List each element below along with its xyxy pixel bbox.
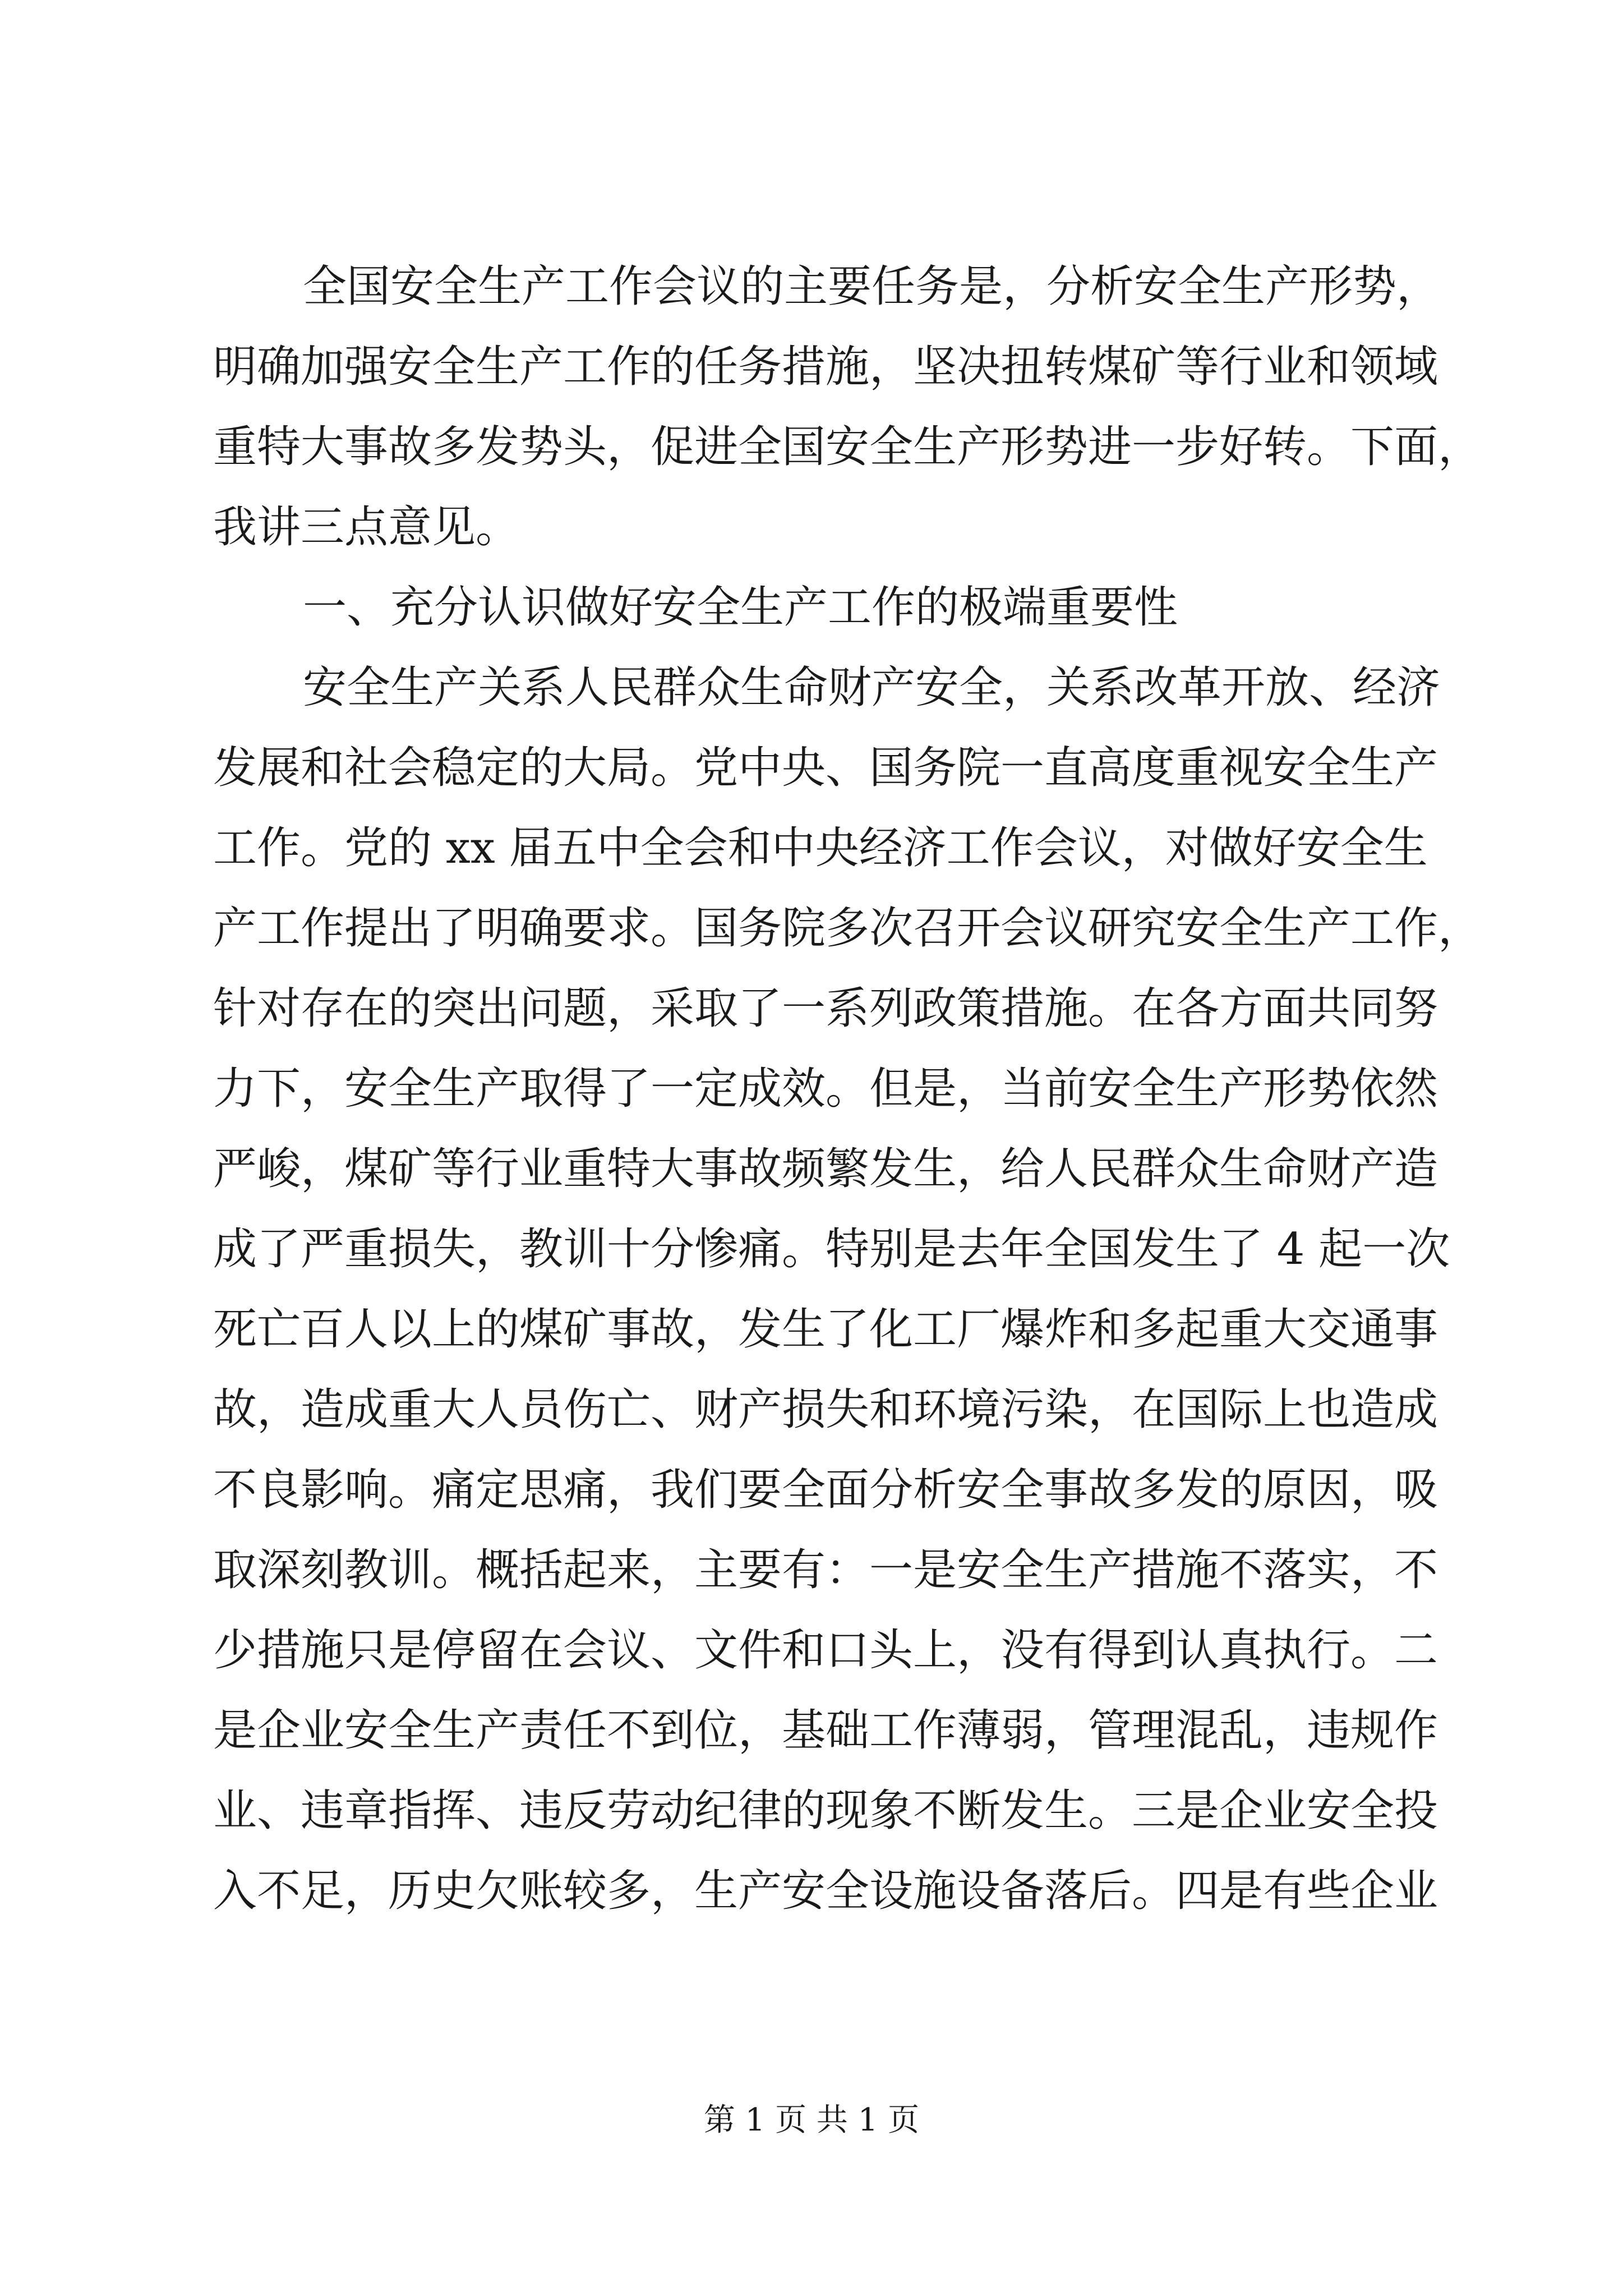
paragraph-body (213, 648, 1482, 1931)
text-line: 少措施只是停留在会议、文件和口头上，没有得到认真执行。二 (213, 1625, 1438, 1676)
text-line: 重特大事故多发势头，促进全国安全生产形势进一步好转。下面， (213, 422, 1482, 472)
document-body (213, 247, 1482, 1931)
text-line: 不良影响。痛定思痛，我们要全面分析安全事故多发的原因，吸 (213, 1465, 1438, 1515)
text-line: 安全生产关系人民群众生命财产安全，关系改革开放、经济 (303, 662, 1441, 713)
text-line: 是企业安全生产责任不到位，基础工作薄弱，管理混乱，违规作 (213, 1705, 1438, 1756)
text-line: 力下，安全生产取得了一定成效。但是，当前安全生产形势依然 (213, 1064, 1438, 1114)
text-line: 严峻，煤矿等行业重特大事故频繁发生，给人民群众生命财产造 (213, 1144, 1438, 1194)
paragraph-intro (213, 247, 1482, 568)
page-footer: 第 1 页 共 1 页 (703, 2102, 920, 2138)
text-line: 死亡百人以上的煤矿事故，发生了化工厂爆炸和多起重大交通事 (213, 1304, 1438, 1355)
text-line: 明确加强安全生产工作的任务措施，坚决扭转煤矿等行业和领域 (213, 342, 1438, 392)
text-line: 故，造成重大人员伤亡、财产损失和环境污染，在国际上也造成 (213, 1384, 1438, 1435)
text-line: 我讲三点意见。 (213, 502, 520, 553)
text-line: 业、违章指挥、违反劳动纪律的现象不断发生。三是企业安全投 (213, 1786, 1438, 1836)
text-line: 全国安全生产工作会议的主要任务是，分析安全生产形势， (303, 261, 1441, 312)
text-line: 针对存在的突出问题，采取了一系列政策措施。在各方面共同努 (213, 983, 1438, 1034)
text-line: 产工作提出了明确要求。国务院多次召开会议研究安全生产工作， (213, 903, 1482, 954)
text-line: 取深刻教训。概括起来，主要有：一是安全生产措施不落实，不 (213, 1545, 1438, 1595)
text-line: 发展和社会稳定的大局。党中央、国务院一直高度重视安全生产 (213, 743, 1438, 793)
text-line: 成了严重损失，教训十分惨痛。特别是去年全国发生了 4 起一次 (213, 1224, 1450, 1274)
text-line: 工作。党的 xx 届五中全会和中央经济工作会议，对做好安全生 (213, 823, 1428, 873)
text-line: 入不足，历史欠账较多，生产安全设施设备落后。四是有些企业 (213, 1866, 1438, 1916)
heading-line: 一、充分认识做好安全生产工作的极端重要性 (303, 582, 1178, 633)
section-heading (213, 568, 1419, 648)
